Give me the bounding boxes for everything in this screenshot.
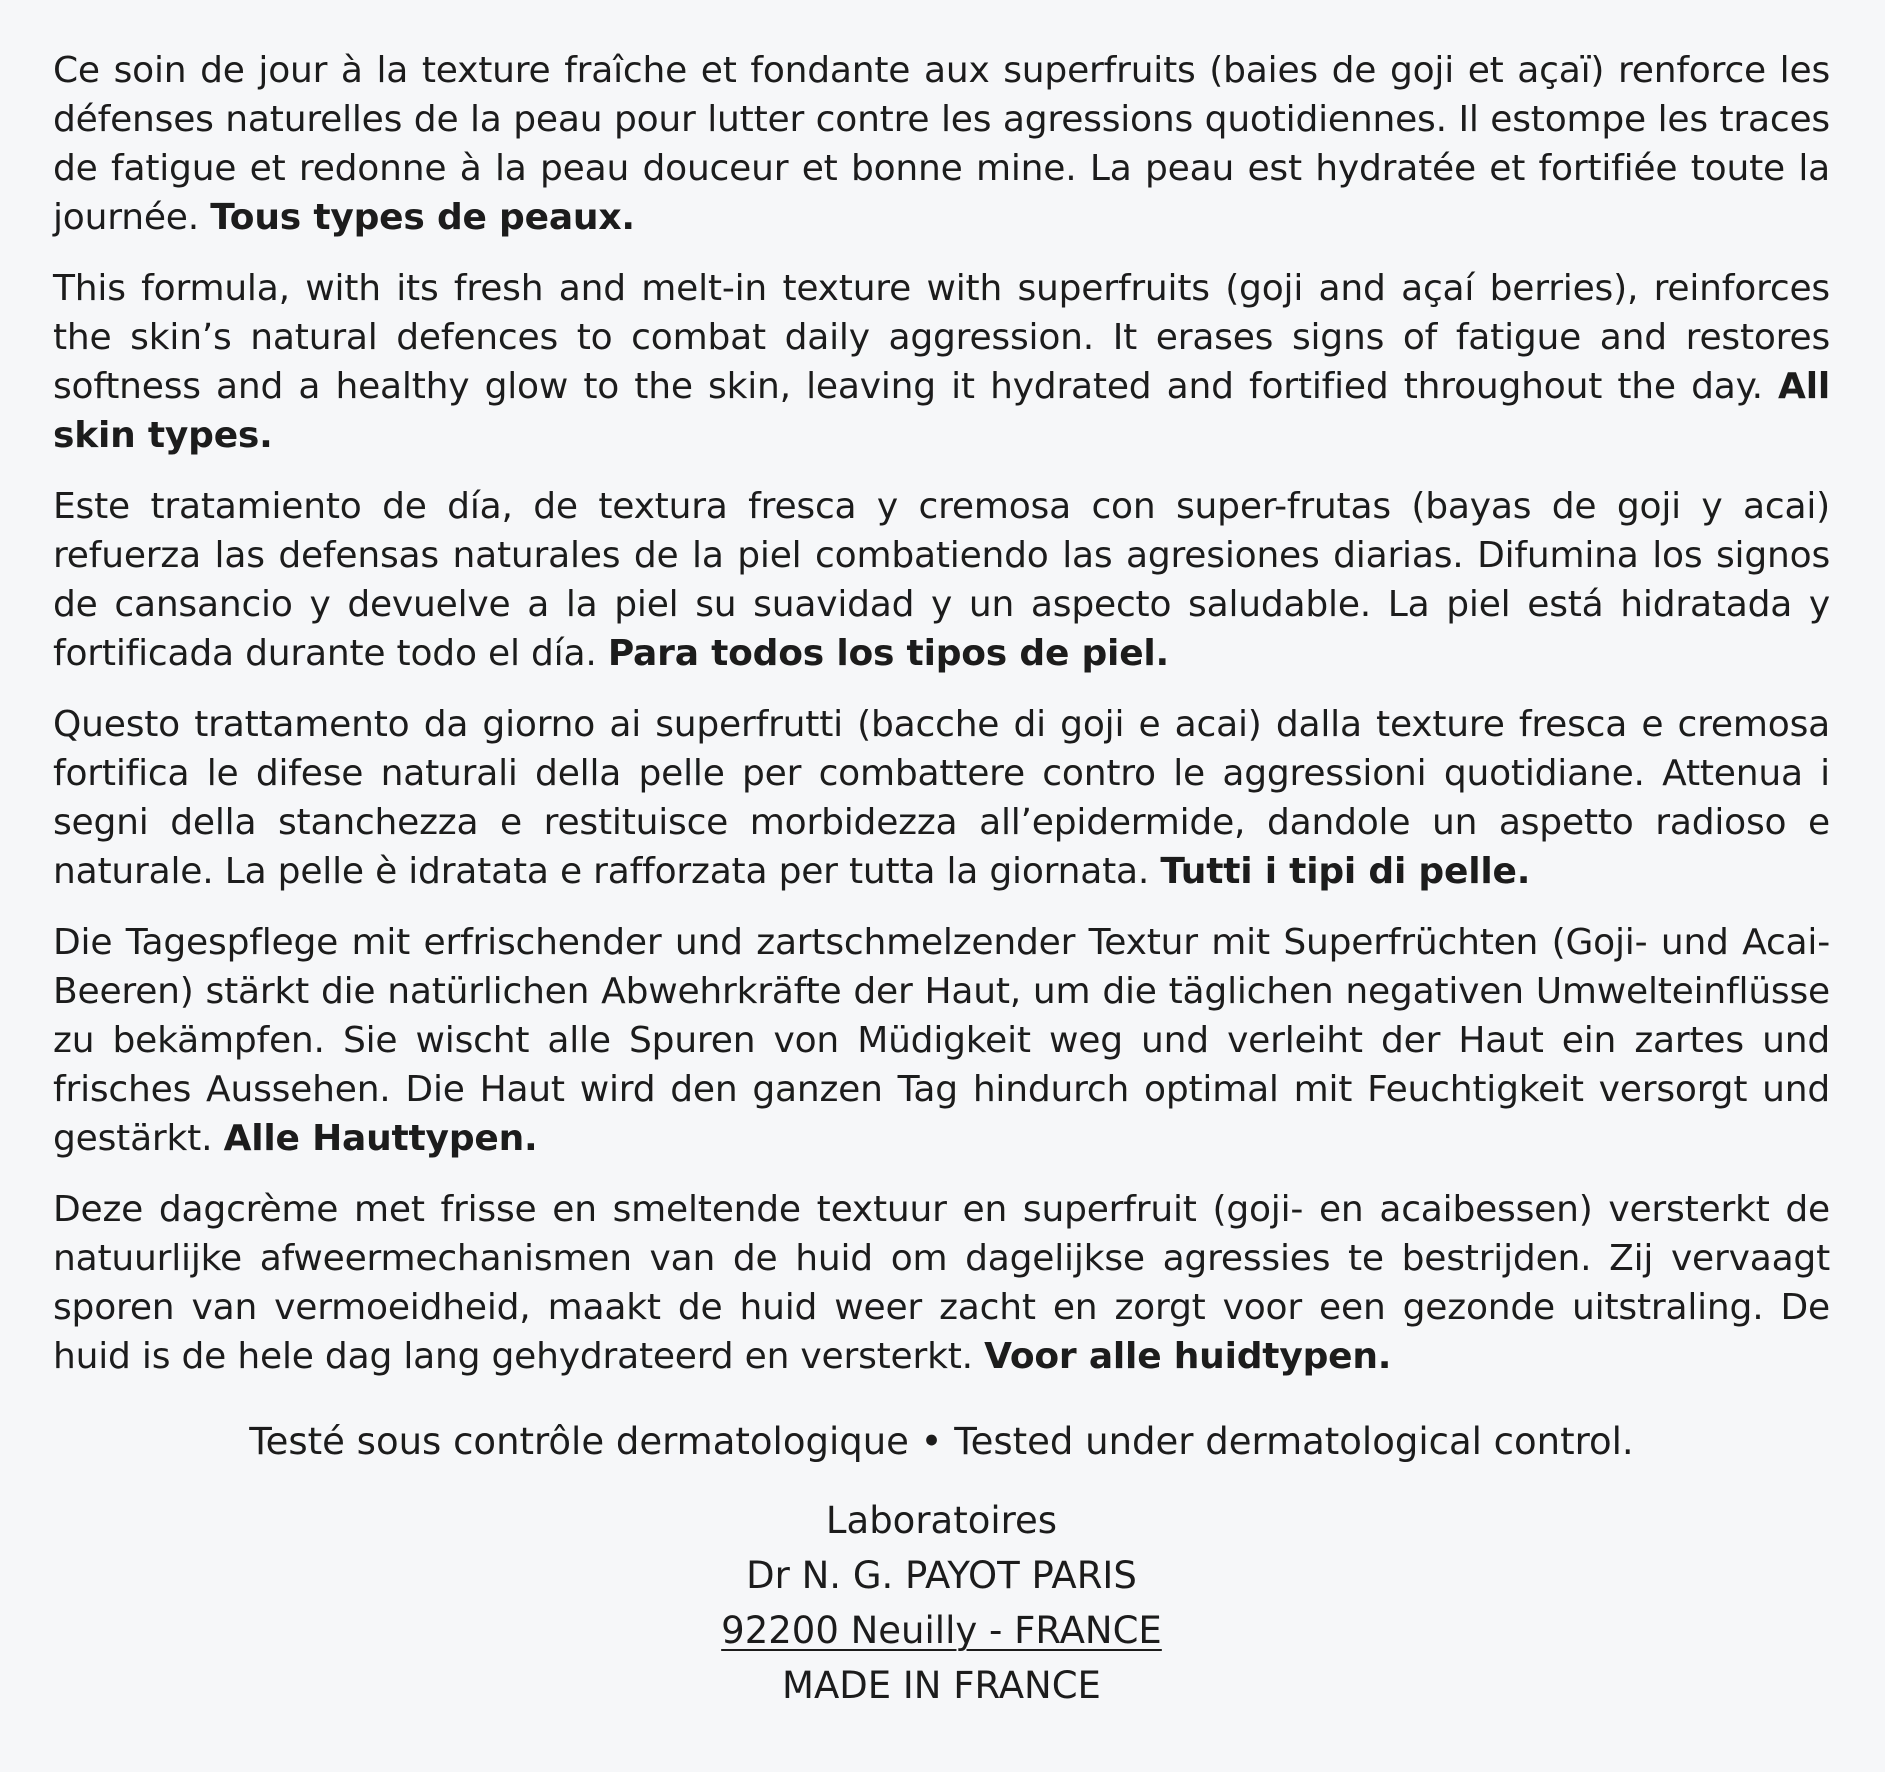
paragraph-text: Este tratamiento de día, de textura fresca y cremosa con super-frutas (bayas de goji y acai) refuerza las defensas naturales de la piel combatiendo las agresiones diarias. Difumina los signos de cansancio y devuelve a la piel su suavidad y un aspecto saludable. La piel está hidratada y fortificada durante todo el día. (53, 486, 1830, 674)
paragraph-text: Questo trattamento da giorno ai superfrutti (bacche di goji e acai) dalla texture fresca e cremosa fortifica le difese naturali della pelle per combattere contro le aggressioni quotidiane. Attenua i segni della stanchezza e restituisce morbidezza all’epidermide, dandole un aspetto radioso e naturale. La pelle è idratata e rafforzata per tutta la giornata. (53, 704, 1830, 892)
skin-type-label: Alle Hauttypen. (223, 1118, 538, 1159)
paragraph-text: This formula, with its fresh and melt-in texture with superfruits (goji and açaí berries), reinforces the skin’s natural defences to combat daily aggression. It erases signs of fatigue and restores softness and a healthy glow to the skin, leaving it hydrated and fortified throughout the day. (53, 268, 1830, 407)
address-line-company: Dr N. G. PAYOT PARIS (746, 1554, 1137, 1597)
paragraph-text: Ce soin de jour à la texture fraîche et fondante aux superfruits (baies de goji et açaï) renforce les défenses naturelles de la peau pour lutter contre les agressions quotidiennes. Il estompe les traces de fatigue et redonne à la peau douceur et bonne mine. La peau est hydratée et fortifiée toute la journée. (53, 50, 1830, 238)
paragraph-english (53, 264, 1830, 460)
paragraph-spanish (53, 482, 1830, 678)
skin-type-label: Voor alle huidtypen. (984, 1336, 1392, 1377)
skin-type-label: Tous types de peaux. (210, 197, 635, 238)
paragraph-french (53, 46, 1830, 242)
paragraph-german (53, 918, 1830, 1163)
paragraph-dutch (53, 1185, 1830, 1381)
address-line-city (53, 1603, 1830, 1658)
manufacturer-address (53, 1493, 1830, 1713)
address-line-laboratoires: Laboratoires (825, 1499, 1058, 1542)
skin-type-label: Tutti i tipi di pelle. (1160, 851, 1531, 892)
skin-type-label: All skin types. (53, 366, 1830, 456)
paragraph-italian (53, 700, 1830, 896)
dermatological-test-note: Testé sous contrôle dermatologique • Tested under dermatological control. (249, 1420, 1634, 1463)
skin-type-label: Para todos los tipos de piel. (607, 633, 1170, 674)
address-line-origin: MADE IN FRANCE (782, 1664, 1101, 1707)
paragraph-text: Die Tagespflege mit erfrischender und zartschmelzender Textur mit Superfrüchten (Goji- und Acai-Beeren) stärkt die natürlichen Abwehrkräfte der Haut, um die täglichen negativen Umwelteinflüsse zu bekämpfen. Sie wischt alle Spuren von Müdigkeit weg und verleiht der Haut ein zartes und frisches Aussehen. Die Haut wird den ganzen Tag hindurch optimal mit Feuchtigkeit versorgt und gestärkt. (53, 922, 1830, 1159)
address-city-text: 92200 Neuilly - FRANCE (721, 1609, 1162, 1652)
paragraph-text: Deze dagcrème met frisse en smeltende textuur en superfruit (goji- en acaibessen) versterkt de natuurlijke afweermechanismen van de huid om dagelijkse agressies te bestrijden. Zij vervaagt sporen van vermoeidheid, maakt de huid weer zacht en zorgt voor een gezonde uitstraling. De huid is de hele dag lang gehydrateerd en versterkt. (53, 1189, 1830, 1377)
